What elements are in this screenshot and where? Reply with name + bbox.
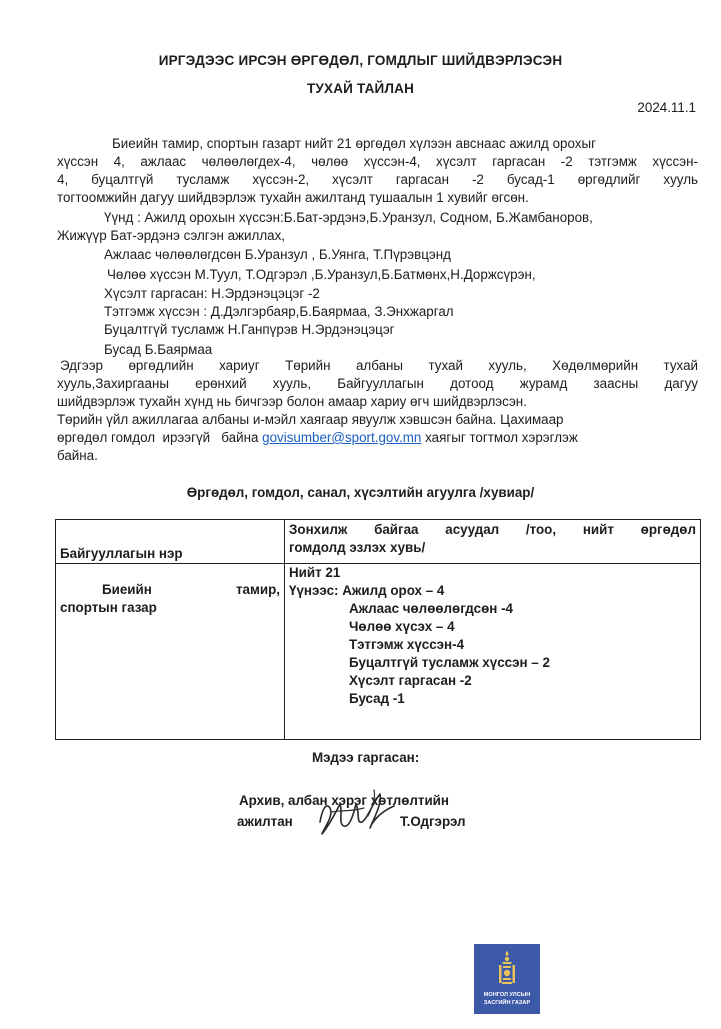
reason-line: Бусад Б.Баярмаа bbox=[104, 342, 213, 357]
closing-line: шийдвэрлэж тухайн хүнд нь бичгээр болон амаар хариу өгч шийдвэрлэсэн. bbox=[57, 394, 527, 409]
closing-line: хууль,Захиргааны ерөнхий хууль, Байгууллагын дотоод журамд заасны дагуу bbox=[57, 376, 698, 391]
summary-table bbox=[55, 519, 701, 740]
signature-position-line1: Архив, албан хэрэг хөтлөлтийн bbox=[239, 793, 449, 808]
org-name-line1 bbox=[60, 581, 280, 599]
org-name-cell bbox=[56, 564, 285, 740]
reason-line: Жижүүр Бат-эрдэнэ сэлгэн ажиллах, bbox=[57, 228, 286, 243]
issue-item: Чөлөө хүсэх – 4 bbox=[349, 619, 455, 634]
document-title-line1: ИРГЭДЭЭС ИРСЭН ӨРГӨДӨЛ, ГОМДЛЫГ ШИЙДВЭРЛЭСЭН bbox=[158, 53, 563, 68]
org-header-label: Байгууллагын нэр bbox=[60, 546, 183, 561]
email-line bbox=[57, 429, 698, 446]
intro-line: тогтоомжийн дагуу шийдвэрлэж тухайн ажилтанд тушаалын 1 хувийг өгсөн. bbox=[57, 190, 529, 205]
issue-item: Хүсэлт гаргасан -2 bbox=[349, 673, 472, 688]
issue-total: Нийт 21 bbox=[289, 565, 341, 580]
intro-line: хүссэн 4, ажлаас чөлөөлөгдех-4, чөлөө хүссэн-4, хүсэлт гаргасан -2 тэтгэмж хүссэн- bbox=[57, 154, 698, 169]
issue-detail-cell bbox=[285, 564, 701, 740]
reason-line: Тэтгэмж хүссэн : Д.Дэлгэрбаяр,Б.Баярмаа, З.Энхжаргал bbox=[104, 304, 454, 319]
reason-line: Чөлөө хүссэн М.Туул, Т.Одгэрэл ,Б.Уранзул,Б.Батмөнх,Н.Доржсүрэн, bbox=[107, 267, 536, 282]
table-row bbox=[56, 564, 701, 740]
signature-name: Т.Одгэрэл bbox=[400, 814, 466, 829]
reason-line: Хүсэлт гаргасан: Н.Эрдэнэцэцэг -2 bbox=[104, 286, 320, 301]
issue-item: Бусад -1 bbox=[349, 691, 405, 706]
email-line-end: байна. bbox=[57, 448, 98, 463]
org-name-word: тамир, bbox=[235, 582, 280, 597]
table-caption: Өргөдөл, гомдол, санал, хүсэлтийн агуулга /хувиар/ bbox=[186, 485, 535, 500]
issue-item: Үүнээс: Ажилд орох – 4 bbox=[289, 583, 445, 598]
government-emblem bbox=[474, 944, 540, 1014]
intro-line: 4, буцалтгүй тусламж хүссэн-2, хүсэлт гаргасан -2 бусад-1 өргөдлийг хууль bbox=[57, 172, 698, 187]
handwritten-signature bbox=[310, 782, 402, 840]
org-name-line2: спортын газар bbox=[60, 600, 157, 615]
reason-line: Буцалтгүй тусламж Н.Ганпүрэв Н.Эрдэнэцэцэг bbox=[104, 322, 395, 337]
reason-line: Ажлаас чөлөөлөгдсөн Б.Уранзул , Б.Уянга, Т.Пүрэвцэнд bbox=[104, 247, 451, 262]
issue-header-cell bbox=[285, 520, 701, 564]
issue-header-line1: Зонхилж байгаа асуудал /тоо, нийт өргөдөл bbox=[289, 522, 696, 537]
email-link[interactable]: govisumber@sport.gov.mn bbox=[262, 430, 422, 445]
closing-line: Эдгээр өргөдлийн хариуг Төрийн албаны тухай хууль, Хөдөлмөрийн тухай bbox=[60, 358, 698, 373]
reason-line: Үүнд : Ажилд орохын хүссэн:Б.Бат-эрдэнэ,Б.Уранзул, Содном, Б.Жамбаноров, bbox=[104, 210, 593, 225]
document-date: 2024.11.1 bbox=[637, 100, 696, 115]
soyombo-icon bbox=[496, 950, 518, 986]
org-header-cell bbox=[56, 520, 285, 564]
signature-heading: Мэдээ гаргасан: bbox=[312, 750, 420, 765]
email-post-text: хаягыг тогтмол хэрэглэж bbox=[421, 430, 578, 445]
issue-item: Тэтгэмж хүссэн-4 bbox=[349, 637, 465, 652]
emblem-line2: ЗАСГИЙН ГАЗАР bbox=[483, 1000, 531, 1006]
table-header-row bbox=[56, 520, 701, 564]
issue-item: Буцалтгүй тусламж хүссэн – 2 bbox=[349, 655, 550, 670]
intro-line: Биеийн тамир, спортын газарт нийт 21 өргөдөл хүлээн авснаас ажилд орохыг bbox=[112, 136, 596, 151]
issue-item: Ажлаас чөлөөлөгдсөн -4 bbox=[349, 601, 513, 616]
issue-header-line2: гомдолд эзлэх хувь/ bbox=[289, 540, 426, 555]
email-pre-text: өргөдөл гомдол ирээгүй байна bbox=[57, 430, 263, 445]
org-name-word: Биеийн bbox=[102, 582, 152, 597]
signature-position-line2: ажилтан bbox=[237, 814, 293, 829]
emblem-line1: МОНГОЛ УЛСЫН bbox=[483, 992, 531, 998]
document-title-line2: ТУХАЙ ТАЙЛАН bbox=[306, 81, 415, 96]
closing-line: Төрийн үйл ажиллагаа албаны и-мэйл хаягаар явуулж хэвшсэн байна. Цахимаар bbox=[57, 412, 564, 427]
